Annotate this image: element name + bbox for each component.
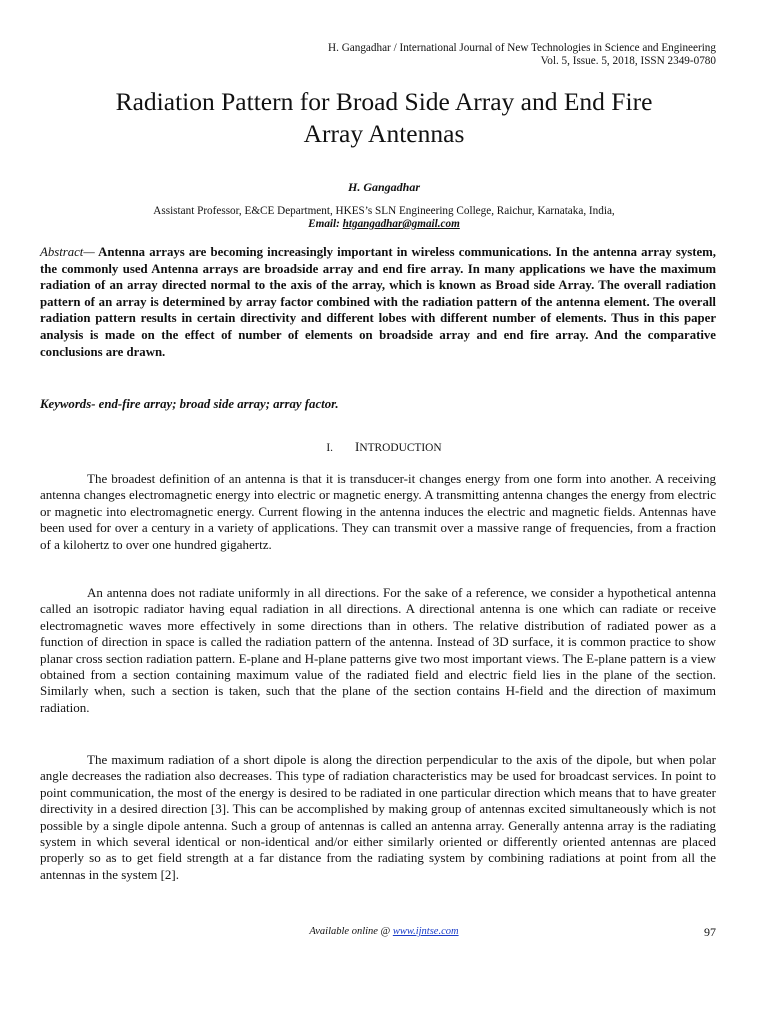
abstract-text: Antenna arrays are becoming increasingly important in wireless communications. In the antenna array system, the commonly used Antenna arrays are broadside array and end fire array. In many applications we have the maximum radiation of an array directed normal to the axis of the array, which is known as Broad side Array. The overall radiation pattern of an array is determined by array factor combined with the radiation pattern of the antenna element. The overall radiation pattern results in certain directivity and different lobes with different number of elements. Thus in this paper analysis is made on the effect of number of elements on broadside array and end fire array. And the comparative conclusions are drawn. <box>40 245 716 359</box>
keywords: Keywords- end-fire array; broad side array; array factor. <box>40 397 339 411</box>
page-number: 97 <box>704 925 716 939</box>
running-header <box>196 42 716 68</box>
section-number: I. <box>326 442 334 454</box>
section-title-rest: NTRODUCTION <box>359 442 442 454</box>
footer-url-link[interactable]: www.ijntse.com <box>392 926 459 937</box>
affiliation: Assistant Professor, E&CE Department, HKES’s SLN Engineering College, Raichur, Karnataka, India, <box>153 205 615 217</box>
abstract-lead: Abstract— <box>40 245 95 259</box>
paper-title <box>40 86 728 150</box>
running-header-line1: H. Gangadhar / International Journal of New Technologies in Science and Engineering <box>328 42 716 54</box>
affiliation-block <box>0 205 768 231</box>
paper-title-line1: Radiation Pattern for Broad Side Array and End Fire <box>115 87 653 116</box>
intro-paragraph-2: An antenna does not radiate uniformly in all directions. For the sake of a reference, we consider a hypothetical antenna called an isotropic radiator having equal radiation in all directions. A directional antenna is one which can radiate or receive electromagnetic waves more effectively in some directions than in others. The relative distribution of radiated power as a function of direction in space is called the radiation pattern of the antenna. Instead of 3D surface, it is common practice to show planar cross section radiation pattern. E-plane and H-plane patterns give two most important views. The E-plane pattern is a view obtained from a section containing maximum value of the radiated field and electric field lies in the plane of the section. Similarly when, such a section is taken, such that the plane of the section contains H-field and the direction of maximum radiation. <box>40 585 716 715</box>
running-header-line2: Vol. 5, Issue. 5, 2018, ISSN 2349-0780 <box>540 55 716 67</box>
author-name: H. Gangadhar <box>347 180 421 194</box>
section-title-cap: I <box>355 439 360 454</box>
email-line <box>0 218 768 231</box>
intro-paragraph-1: The broadest definition of an antenna is that it is transducer-it changes energy from one form into another. A receiving antenna changes electromagnetic energy into electric or magnetic energy. A transmitting antenna changes the energy from electric or magnetic into electromagnetic energy. Current flowing in the antenna induces the electric and magnetic fields. Antennas have been used for over a century in a variety of applications. They can transmit over a massive range of frequencies, from a fraction of a kilohertz to over one hundred gigahertz. <box>40 471 716 552</box>
section-heading-introduction <box>0 440 768 455</box>
email-label: Email: <box>308 218 343 230</box>
paper-title-line2: Array Antennas <box>303 119 465 148</box>
email-link[interactable]: htgangadhar@gmail.com <box>342 218 460 230</box>
footer-available-online <box>0 926 768 937</box>
abstract <box>40 244 716 360</box>
intro-paragraph-3: The maximum radiation of a short dipole is along the direction perpendicular to the axis of the dipole, but when polar angle decreases the radiation also decreases. This type of radiation characteristics may be used for broadcast services. In point to point communication, the most of the energy is desired to be radiated in one particular direction which means that to have greater directivity in a desired direction [3]. This can be accomplished by making group of antennas excited simultaneously which is not possible by a single dipole antenna. Such a group of antennas is called an antenna array. Generally antenna array is the radiating system in which several identical or non-identical and/or either similarly oriented or differently oriented antennas are placed properly so as to get field strength at a far distance from the radiating system by combining radiations at point from all the antennas in the system [2]. <box>40 752 716 882</box>
footer-available-label: Available online @ <box>309 926 393 937</box>
